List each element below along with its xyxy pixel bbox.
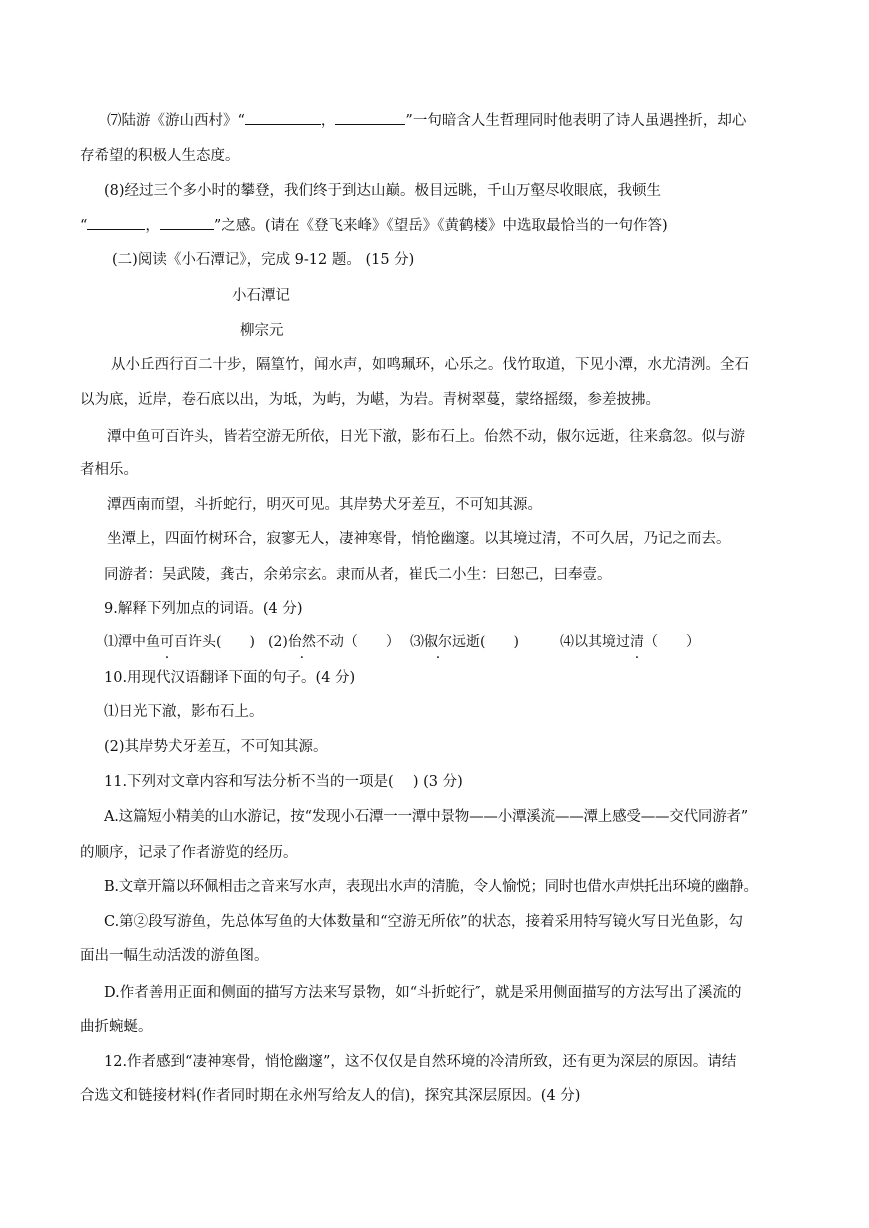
q11-option-c-line-2: 面出一幅生动活泼的游鱼图。	[80, 948, 269, 964]
q8-answer-blank-2[interactable]	[160, 215, 214, 230]
passage-p1-line-1: 从小丘西行百二十步，隔篁竹，闻水声，如鸣珮环，心乐之。伐竹取道，下见小潭，水尤清洌。全石	[111, 357, 749, 373]
q7-answer-blank-2[interactable]	[335, 110, 405, 125]
passage-p4: 坐潭上，四面竹树环合，寂寥无人，凄神寒骨，悄怆幽邃。以其境过清，不可久居，乃记之而去。	[107, 531, 731, 547]
q9-item-2-pre: (2)	[268, 634, 288, 650]
q10-item-1: ⑴日光下澈，影布石上。	[104, 704, 264, 720]
q8-answer-blank-1[interactable]	[87, 215, 145, 230]
q9-item-4-dotted-word: 清	[630, 634, 644, 650]
q9-item-3-dotted-word: 俶尔	[424, 634, 452, 650]
q7-prefix: ⑺陆游《游山西村》“	[107, 113, 245, 129]
q11-option-d-line-2: 曲折蜿蜒。	[80, 1019, 153, 1035]
q11-option-a-line-2: 的顺序，记录了作者游览的经历。	[80, 845, 298, 861]
q11-option-d-line-1: D.作者善用正面和侧面的描写方法来写景物，如“斗折蛇行″，就是采用侧面描写的方法写出了溪流的	[104, 985, 742, 1001]
q7-answer-blank-1[interactable]	[245, 110, 321, 125]
passage-author: 柳宗元	[240, 323, 284, 339]
q9-item-4	[560, 632, 700, 652]
q9-item-1-pre: ⑴潭中鱼	[104, 634, 160, 650]
q9-item-3-post[interactable]: 远逝( )	[452, 634, 519, 650]
q9-items	[104, 632, 700, 652]
q8-line-1: (8)经过三个多小时的攀登，我们终于到达山巅。极目远眺，千山万壑尽收眼底，我顿生	[104, 183, 662, 199]
q9-item-1-dotted-word: 可	[160, 634, 174, 650]
q9-item-1	[104, 632, 268, 652]
q12-line-2: 合选文和链接材料(作者同时期在永州写给友人的信)，探究其深层原因。(4 分)	[80, 1088, 581, 1104]
passage-p5: 同游者：吴武陵，龚古，余弟宗玄。隶而从者，崔氏二小生：曰恕己，曰奉壹。	[104, 567, 612, 583]
q11-option-a-line-1: A.这篇短小精美的山水游记，按“发现小石潭一一潭中景物——小潭溪流——潭上感受——交代同游者”	[104, 809, 749, 825]
q9-item-3	[410, 632, 560, 652]
q8-line-2	[80, 215, 668, 236]
q10-stem: 10.用现代汉语翻译下面的句子。(4 分)	[104, 670, 356, 686]
q7-suffix: ”一句暗含人生哲理同时他表明了诗人虽遇挫折，却心	[405, 113, 747, 129]
q9-item-4-pre: ⑷以其境过	[560, 634, 630, 650]
q9-stem: 9.解释下列加点的词语。(4 分)	[104, 601, 303, 617]
q9-item-3-pre: ⑶	[410, 634, 424, 650]
passage-title: 小石潭记	[232, 288, 290, 304]
q9-item-2	[268, 632, 410, 652]
q9-item-2-dotted-word: 佁然	[287, 634, 316, 650]
q11-stem: 11.下列对文章内容和写法分析不当的一项是( ) (3 分)	[104, 774, 463, 790]
q8-open-quote: “	[80, 218, 88, 234]
q9-item-4-post[interactable]: （ ）	[644, 634, 700, 650]
q7-comma: ，	[320, 113, 336, 129]
q8-comma: ，	[145, 218, 160, 234]
passage-p3: 潭西南而望，斗折蛇行，明灭可见。其岸势犬牙差互，不可知其源。	[107, 497, 542, 513]
q10-item-2: (2)其岸势犬牙差互，不可知其源。	[104, 739, 328, 755]
q8-suffix: ”之感。(请在《登飞来峰》《望岳》《黄鹤楼》中选取最恰当的一句作答)	[213, 218, 668, 234]
q11-option-b: B.文章开篇以环佩相击之音来写水声，表现出水声的清脆，令人愉悦；同时也借水声烘托出环境的幽静。	[104, 879, 758, 895]
q7-line-2: 存希望的积极人生态度。	[80, 148, 240, 164]
passage-p1-line-2: 以为底，近岸，卷石底以出，为坻，为屿，为嵁，为岩。青树翠蔓，蒙络摇缀，参差披拂。	[80, 392, 660, 408]
section-2-heading: (二)阅读《小石潭记》，完成 9-12 题。 (15 分)	[112, 252, 415, 268]
q9-item-1-post[interactable]: 百许头( )	[174, 634, 255, 650]
q9-item-2-post[interactable]: 不动（ ）	[315, 634, 400, 650]
q7-line-1	[107, 110, 746, 131]
passage-p2-line-2: 者相乐。	[80, 462, 138, 478]
passage-p2-line-1: 潭中鱼可百许头，皆若空游无所依，日光下澈，影布石上。佁然不动，俶尔远逝，往来翕忽。似与游	[107, 429, 745, 445]
q12-line-1: 12.作者感到“凄神寒骨，悄怆幽邃”，这不仅仅是自然环境的冷清所致，还有更为深层的原因。请结	[104, 1054, 737, 1070]
q11-option-c-line-1: C.第②段写游鱼，先总体写鱼的大体数量和“空游无所依”的状态，接着采用特写镜火写日光鱼影，勾	[104, 914, 744, 930]
